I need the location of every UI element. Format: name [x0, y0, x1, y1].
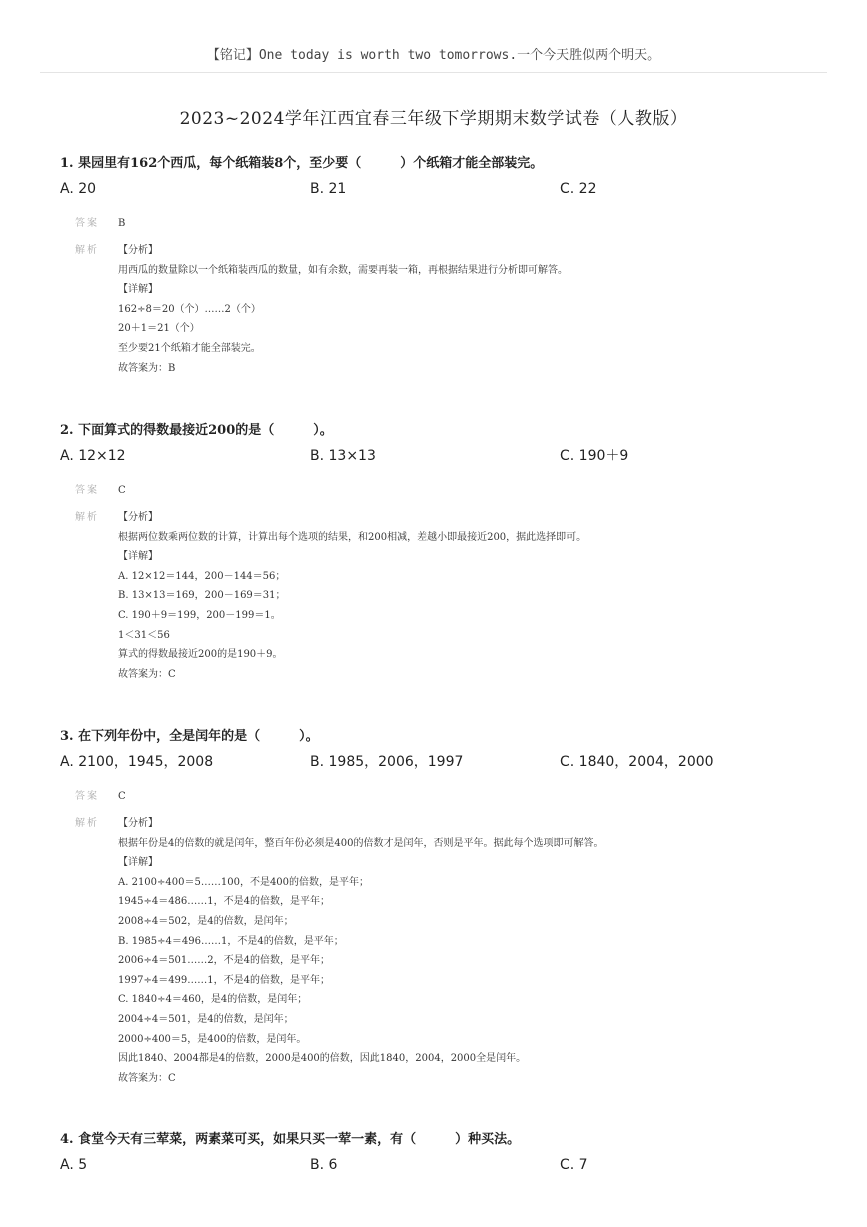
- analysis-line: 【分析】: [118, 245, 158, 256]
- analysis-lines: [118, 814, 830, 1088]
- analysis-label: 解析: [75, 818, 99, 829]
- answer-value: C: [118, 485, 126, 496]
- option-b: B. 1985，2006，1997: [310, 754, 464, 770]
- question-2: [60, 421, 830, 684]
- analysis-lines: [118, 241, 830, 378]
- analysis-label: 解析: [75, 245, 99, 256]
- options: [60, 1154, 830, 1176]
- question-stem: 2. 下面算式的得数最接近200的是（ ）。: [60, 423, 333, 438]
- analysis-line: 至少要21个纸箱才能全部装完。: [118, 342, 261, 354]
- option-c: C. 1840，2004，2000: [560, 754, 714, 770]
- analysis-line: B. 1985÷4＝496……1，不是4的倍数，是平年；: [118, 935, 344, 947]
- analysis-line: 故答案为：B: [118, 362, 176, 374]
- option-c: C. 190＋9: [560, 448, 629, 464]
- analysis-line: 故答案为：C: [118, 668, 176, 680]
- options: [60, 445, 830, 467]
- analysis-line: 1997÷4＝499……1，不是4的倍数，是平年；: [118, 974, 331, 986]
- analysis-line: 162÷8＝20（个）……2（个）: [118, 303, 261, 315]
- options: [60, 751, 830, 773]
- option-a: A. 5: [60, 1157, 88, 1173]
- options: [60, 178, 830, 200]
- option-b: B. 6: [310, 1157, 338, 1173]
- analysis-line: C. 1840÷4＝460，是4的倍数，是闰年；: [118, 994, 308, 1006]
- answer-label: 答案: [75, 485, 99, 496]
- exam-title: 2023~2024学年江西宜春三年级下学期期末数学试卷（人教版）: [179, 109, 688, 129]
- page-header-motto: 【铭记】One today is worth two tomorrows.一个今天胜似两个明天。: [40, 44, 827, 73]
- question-stem: 1. 果园里有162个西瓜，每个纸箱装8个，至少要（ ）个纸箱才能全部装完。: [60, 156, 544, 171]
- question-1: [60, 154, 830, 378]
- analysis-line: 根据两位数乘两位数的计算，计算出每个选项的结果，和200相减，差越小即最接近200，据此选择即可。: [118, 531, 587, 543]
- analysis-line: 2004÷4＝501，是4的倍数，是闰年；: [118, 1013, 294, 1025]
- question-stem: 3. 在下列年份中，全是闰年的是（ ）。: [60, 729, 319, 744]
- analysis-line: 算式的得数最接近200的是190＋9。: [118, 649, 283, 661]
- analysis-line: 2000÷400＝5，是400的倍数，是闰年。: [118, 1033, 307, 1045]
- question-4: [60, 1130, 830, 1176]
- analysis-row: [60, 814, 830, 1088]
- analysis-line: A. 2100÷400＝5……100，不是400的倍数，是平年；: [118, 876, 370, 888]
- analysis-row: [60, 241, 830, 378]
- analysis-line: 因此1840、2004都是4的倍数，2000是400的倍数，因此1840，2004，2000全是闰年。: [118, 1053, 527, 1065]
- option-c: C. 7: [560, 1157, 588, 1173]
- analysis-line: 用西瓜的数量除以一个纸箱装西瓜的数量，如有余数，需要再装一箱，再根据结果进行分析即可解答。: [118, 264, 568, 276]
- analysis-line: C. 190＋9＝199，200－199＝1。: [118, 609, 281, 621]
- option-a: A. 12×12: [60, 448, 126, 464]
- option-c: C. 22: [560, 181, 597, 197]
- analysis-line: 【详解】: [118, 857, 158, 869]
- analysis-line: 2006÷4＝501……2，不是4的倍数，是平年；: [118, 955, 331, 967]
- analysis-line: 故答案为：C: [118, 1072, 176, 1084]
- answer-row: [60, 481, 830, 501]
- answer-value: B: [118, 218, 126, 229]
- question-3: [60, 727, 830, 1088]
- answer-label: 答案: [75, 791, 99, 802]
- analysis-line: 1＜31＜56: [118, 629, 170, 641]
- option-b: B. 13×13: [310, 448, 376, 464]
- analysis-line: 1945÷4＝486……1，不是4的倍数，是平年；: [118, 896, 331, 908]
- analysis-line: 【分析】: [118, 818, 158, 829]
- analysis-line: 【分析】: [118, 512, 158, 523]
- analysis-line: 【详解】: [118, 284, 158, 296]
- option-a: A. 20: [60, 181, 97, 197]
- analysis-line: 20＋1＝21（个）: [118, 323, 200, 335]
- analysis-label: 解析: [75, 512, 99, 523]
- answer-row: [60, 214, 830, 234]
- answer-label: 答案: [75, 218, 99, 229]
- analysis-lines: [118, 508, 830, 684]
- analysis-line: A. 12×12＝144，200－144＝56；: [118, 570, 286, 582]
- analysis-row: [60, 508, 830, 684]
- analysis-line: 根据年份是4的倍数的就是闰年，整百年份必须是400的倍数才是闰年，否则是平年。据此每个选项即可解答。: [118, 837, 604, 849]
- answer-value: C: [118, 791, 126, 802]
- analysis-line: B. 13×13＝169，200－169＝31；: [118, 590, 286, 602]
- answer-row: [60, 787, 830, 807]
- option-b: B. 21: [310, 181, 347, 197]
- analysis-line: 2008÷4＝502，是4的倍数，是闰年；: [118, 915, 294, 927]
- option-a: A. 2100，1945，2008: [60, 754, 214, 770]
- question-stem: 4. 食堂今天有三荤菜，两素菜可买，如果只买一荤一素，有（ ）种买法。: [60, 1132, 521, 1147]
- analysis-line: 【详解】: [118, 551, 158, 563]
